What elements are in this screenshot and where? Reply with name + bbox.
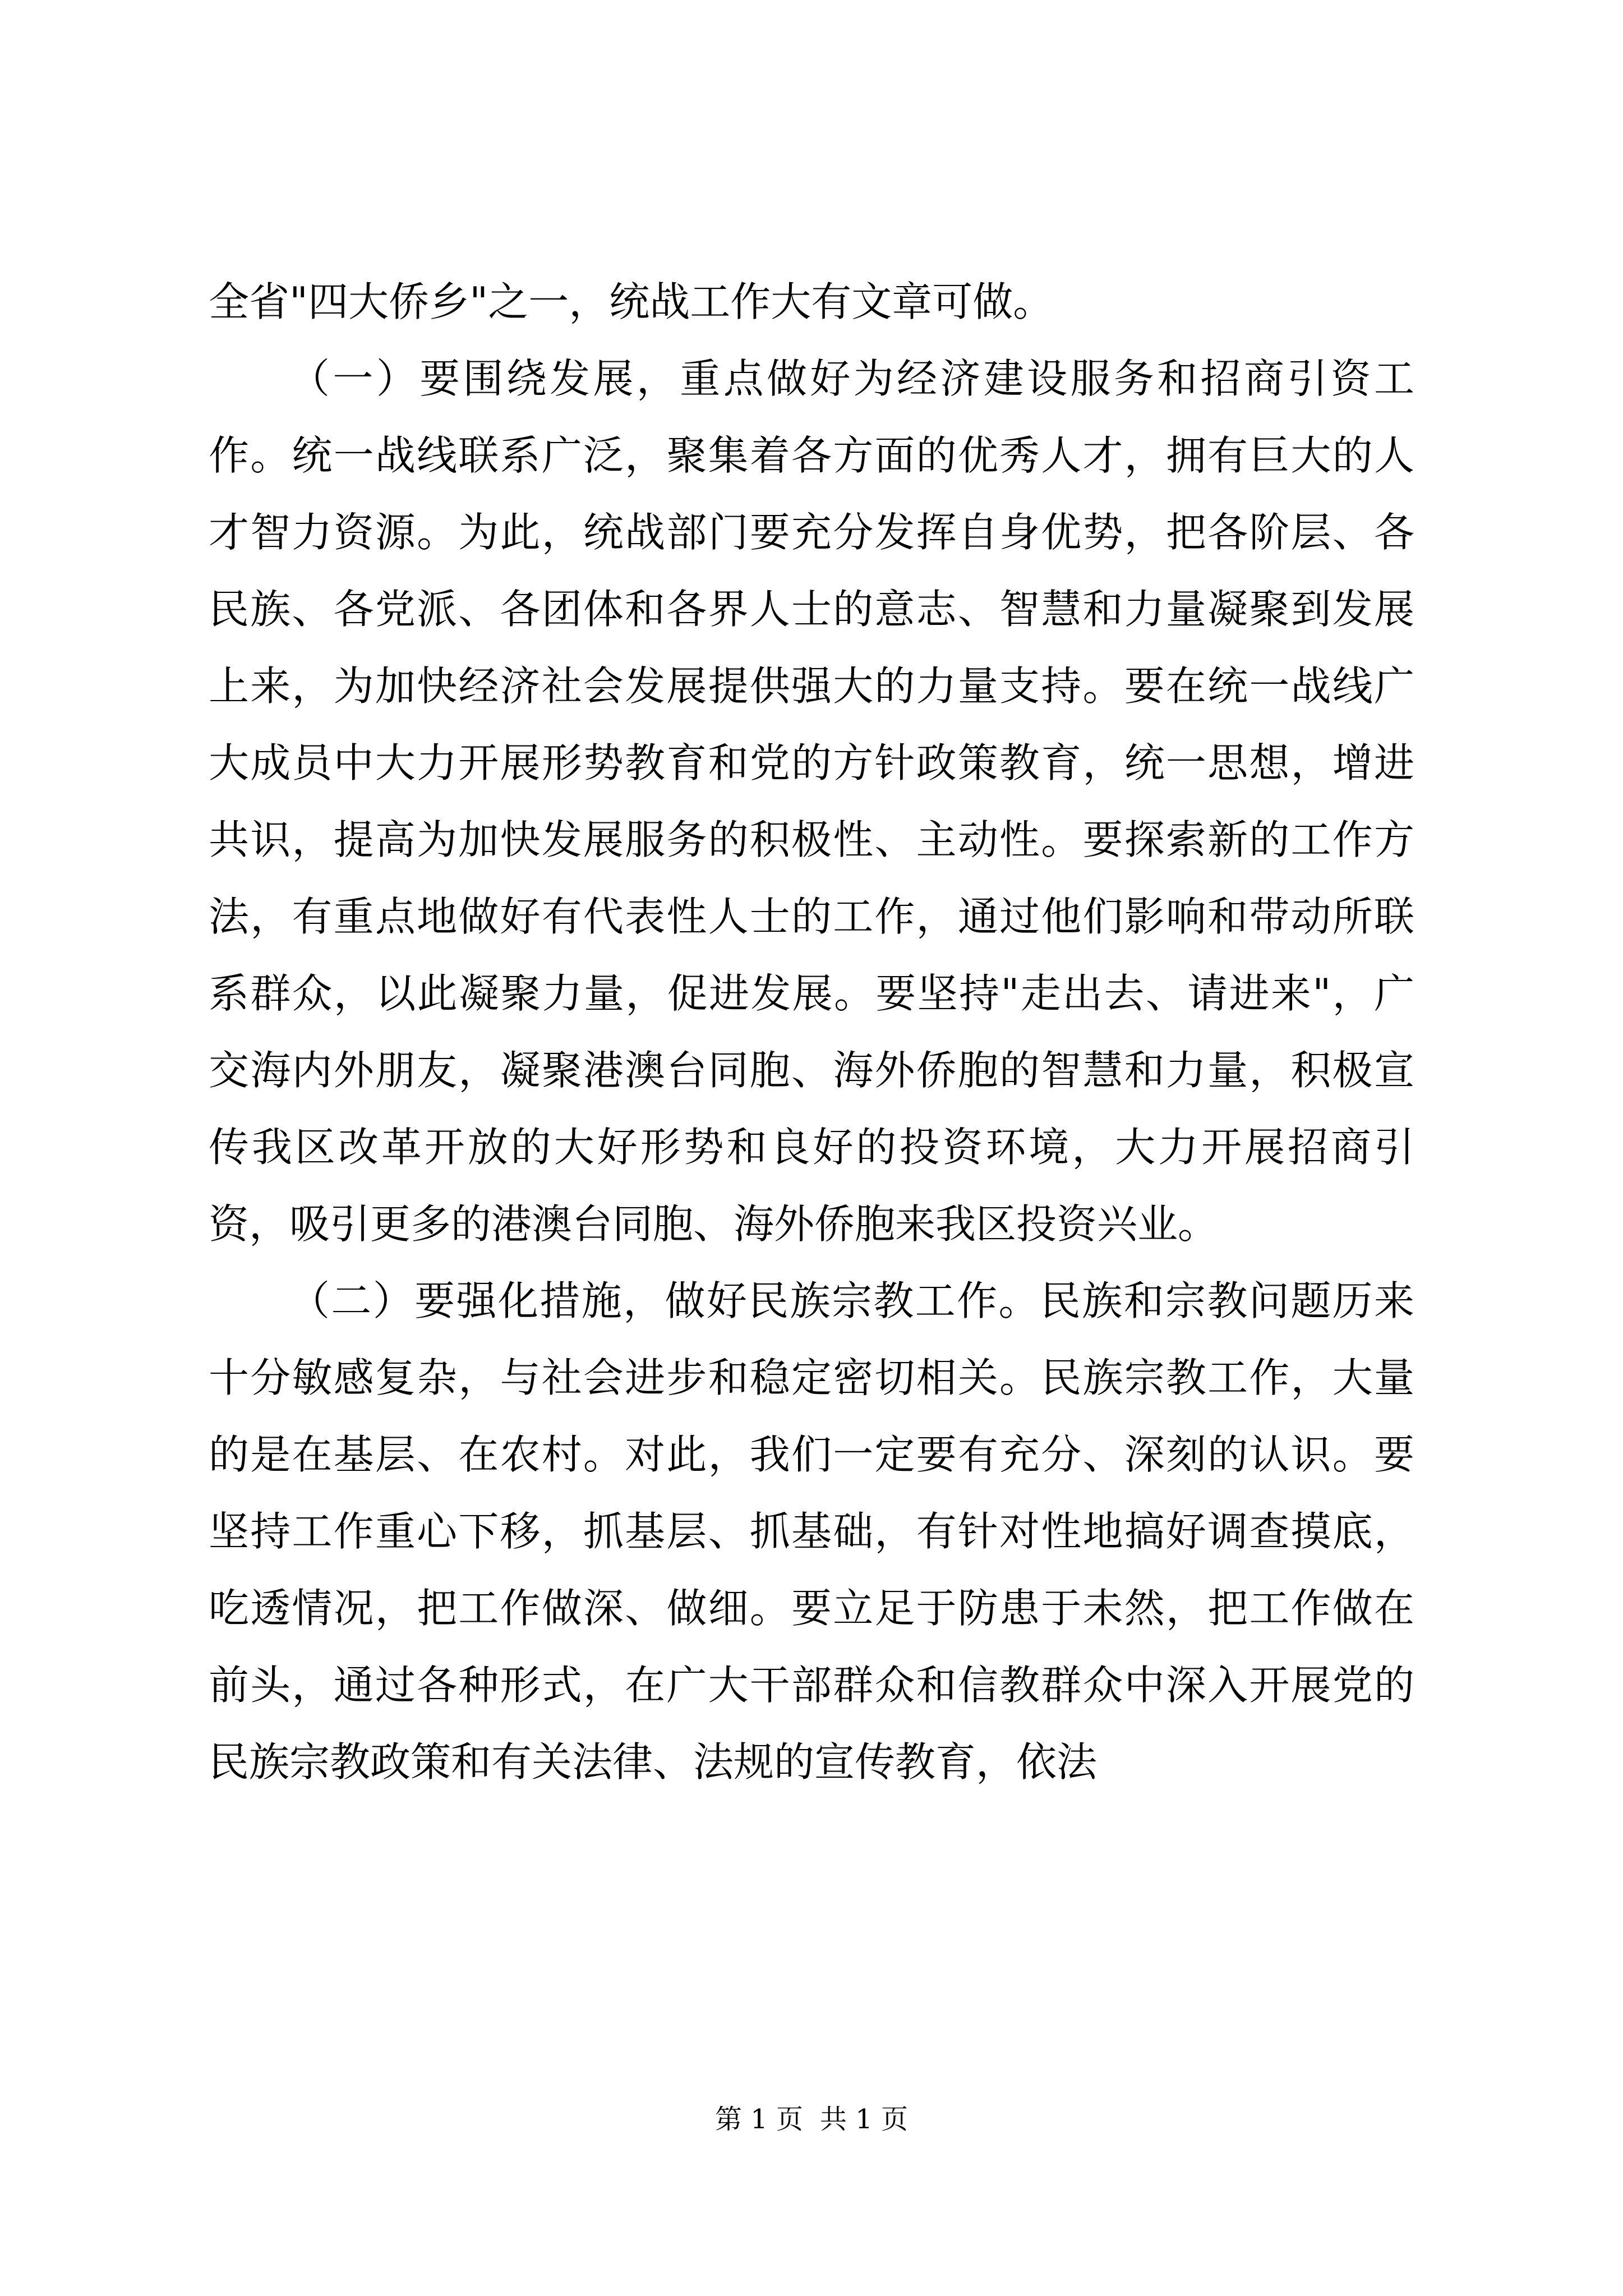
document-body (209, 264, 1414, 1801)
paragraph-section-one: （一）要围绕发展，重点做好为经济建设服务和招商引资工作。统一战线联系广泛，聚集着各方面的优秀人才，拥有巨大的人才智力资源。为此，统战部门要充分发挥自身优势，把各阶层、各民族、各党派、各团体和各界人士的意志、智慧和力量凝聚到发展上来，为加快经济社会发展提供强大的力量支持。要在统一战线广大成员中大力开展形势教育和党的方针政策教育，统一思想，增进共识，提高为加快发展服务的积极性、主动性。要探索新的工作方法，有重点地做好有代表性人士的工作，通过他们影响和带动所联系群众，以此凝聚力量，促进发展。要坚持"走出去、请进来"，广交海内外朋友，凝聚港澳台同胞、海外侨胞的智慧和力量，积极宣传我区改革开放的大好形势和良好的投资环境，大力开展招商引资，吸引更多的港澳台同胞、海外侨胞来我区投资兴业。 (209, 355, 1414, 1248)
paragraph-continuation: 全省"四大侨乡"之一，统战工作大有文章可做。 (209, 278, 1054, 325)
paragraph-section-two: （二）要强化措施，做好民族宗教工作。民族和宗教问题历来十分敏感复杂，与社会进步和稳定密切相关。民族宗教工作，大量的是在基层、在农村。对此，我们一定要有充分、深刻的认识。要坚持工作重心下移，抓基层、抓基础，有针对性地搞好调查摸底，吃透情况，把工作做深、做细。要立足于防患于未然，把工作做在前头，通过各种形式，在广大干部群众和信教群众中深入开展党的民族宗教政策和有关法律、法规的宣传教育，依法 (209, 1277, 1414, 1786)
page-footer (0, 2102, 1623, 2136)
page-total: 共 1 页 (820, 2104, 909, 2135)
page-number: 第 1 页 (714, 2104, 803, 2135)
